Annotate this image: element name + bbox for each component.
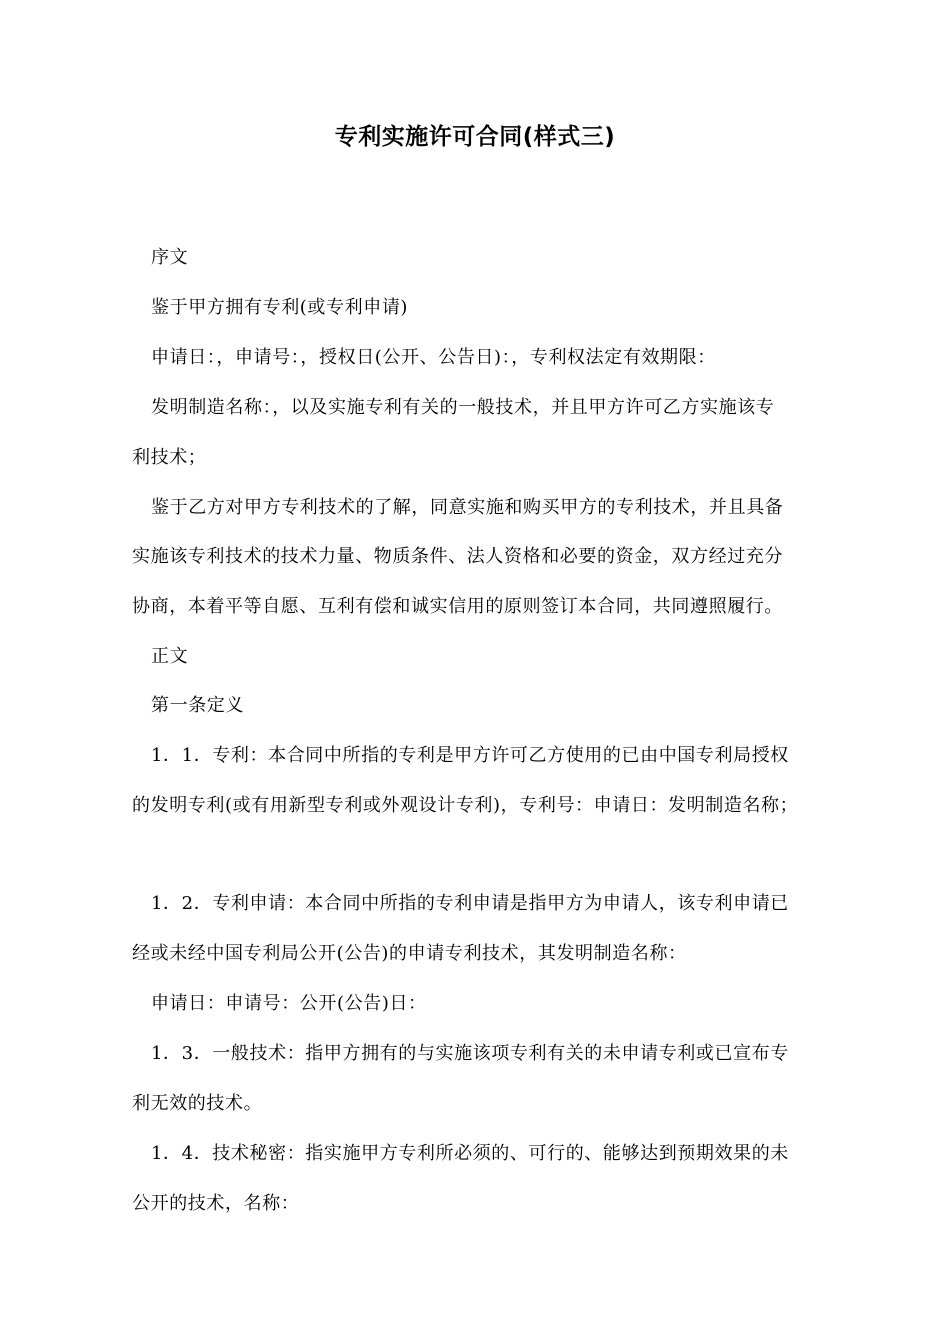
paragraph-line: 的发明专利(或有用新型专利或外观设计专利)，专利号：申请日：发明制造名称； [132, 795, 799, 816]
paragraph-line: 1．2．专利申请：本合同中所指的专利申请是指甲方为申请人，该专利申请已 [151, 893, 789, 914]
paragraph-line: 经或未经中国专利局公开(公告)的申请专利技术，其发明制造名称： [132, 943, 687, 964]
section-heading-body: 正文 [151, 646, 189, 667]
section-heading-preamble: 序文 [151, 247, 189, 268]
paragraph-line: 鉴于乙方对甲方专利技术的了解，同意实施和购买甲方的专利技术，并且具备 [151, 497, 784, 518]
paragraph-line: 利技术； [132, 447, 207, 468]
document-title: 专利实施许可合同(样式三) [334, 124, 616, 150]
paragraph-line: 利无效的技术。 [132, 1093, 263, 1114]
paragraph-line: 1．4．技术秘密：指实施甲方专利所必须的、可行的、能够达到预期效果的未 [151, 1143, 789, 1164]
article-heading: 第一条定义 [151, 695, 244, 716]
paragraph-line: 鉴于甲方拥有专利(或专利申请) [151, 297, 409, 318]
paragraph-line: 申请日：，申请号：，授权日(公开、公告日)：，专利权法定有效期限： [151, 347, 716, 368]
paragraph-line: 1．3．一般技术：指甲方拥有的与实施该项专利有关的未申请专利或已宣布专 [151, 1043, 789, 1064]
paragraph-line: 协商，本着平等自愿、互利有偿和诚实信用的原则签订本合同，共同遵照履行。 [132, 596, 783, 617]
paragraph-line: 公开的技术，名称： [132, 1193, 300, 1214]
paragraph-line: 实施该专利技术的技术力量、物质条件、法人资格和必要的资金，双方经过充分 [132, 546, 783, 567]
paragraph-line: 申请日：申请号：公开(公告)日： [151, 993, 427, 1014]
paragraph-line: 发明制造名称：，以及实施专利有关的一般技术，并且甲方许可乙方实施该专 [151, 397, 775, 418]
paragraph-line: 1．1．专利：本合同中所指的专利是甲方许可乙方使用的已由中国专利局授权 [151, 745, 789, 766]
